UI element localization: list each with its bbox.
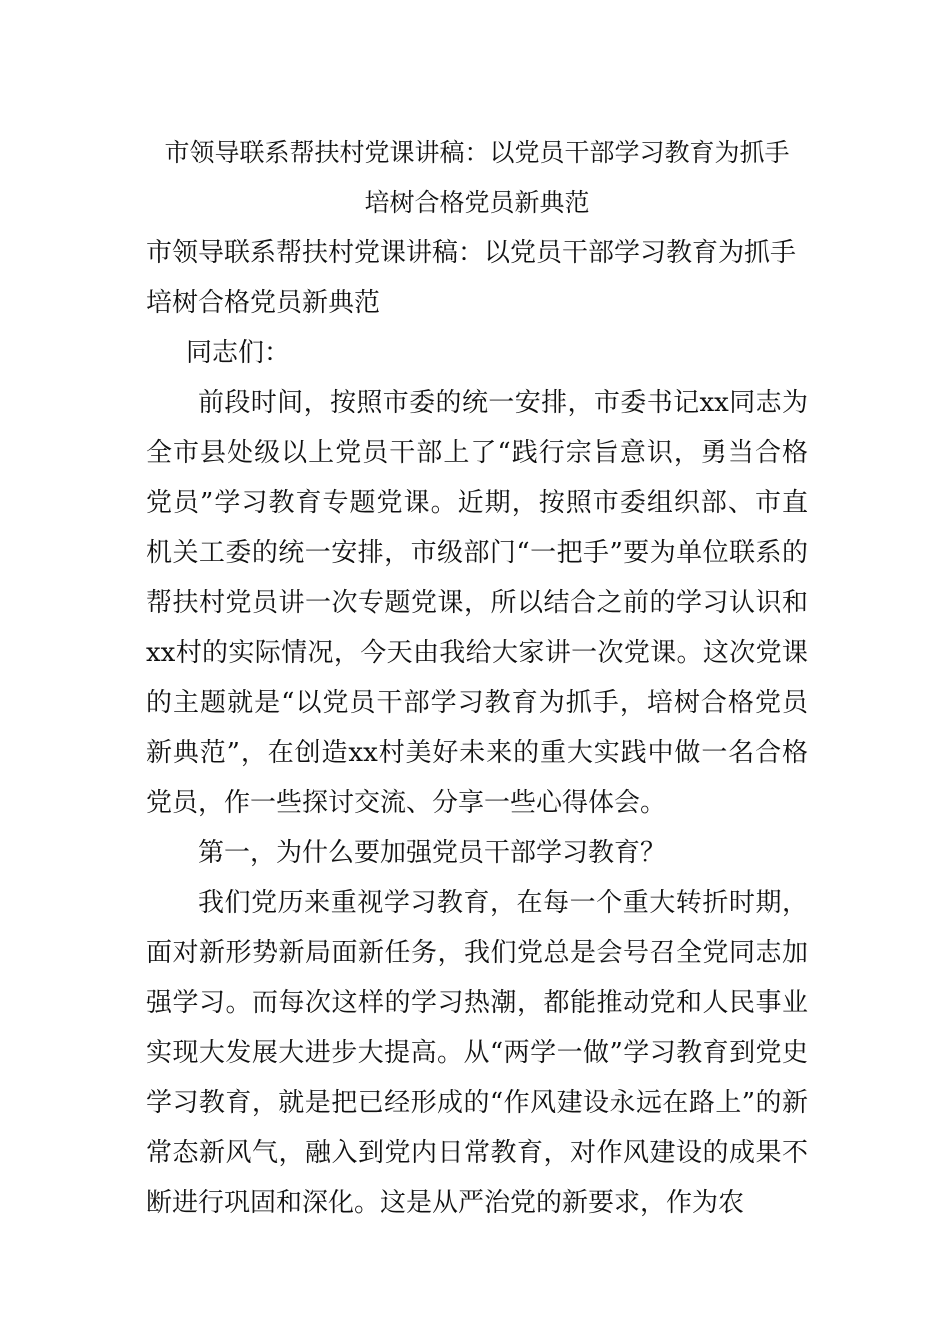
document-page (146, 128, 808, 1228)
paragraph-1: 前段时间，按照市委的统一安排，市委书记xx同志为全市县处级以上党员干部上了“践行宗旨意识，勇当合格党员”学习教育专题党课。近期，按照市委组织部、市直机关工委的统一安排，市级部门“一把手”要为单位联系的帮扶村党员讲一次专题党课，所以结合之前的学习认识和xx村的实际情况，今天由我给大家讲一次党课。这次党课的主题就是“以党员干部学习教育为抓手，培树合格党员新典范”，在创造xx村美好未来的重大实践中做一名合格党员，作一些探讨交流、分享一些心得体会。 (146, 388, 808, 818)
paragraph-3: 我们党历来重视学习教育，在每一个重大转折时期，面对新形势新局面新任务，我们党总是会号召全党同志加强学习。而每次这样的学习热潮，都能推动党和人民事业实现大发展大进步大提高。从“两学一做”学习教育到党史学习教育，就是把已经形成的“作风建设永远在路上”的新常态新风气，融入到党内日常教育，对作风建设的成果不断进行巩固和深化。这是从严治党的新要求，作为农 (146, 888, 808, 1218)
title-line-2: 培树合格党员新典范 (364, 188, 590, 217)
title-line-1: 市领导联系帮扶村党课讲稿：以党员干部学习教育为抓手 (164, 138, 790, 167)
subtitle-line-2: 培树合格党员新典范 (146, 288, 381, 318)
paragraph-2: 第一，为什么要加强党员干部学习教育？ (198, 838, 667, 868)
subtitle-line-1: 市领导联系帮扶村党课讲稿：以党员干部学习教育为抓手 (146, 238, 797, 268)
document-title (126, 128, 828, 228)
document-subtitle (146, 228, 808, 328)
greeting: 同志们： (186, 338, 291, 368)
